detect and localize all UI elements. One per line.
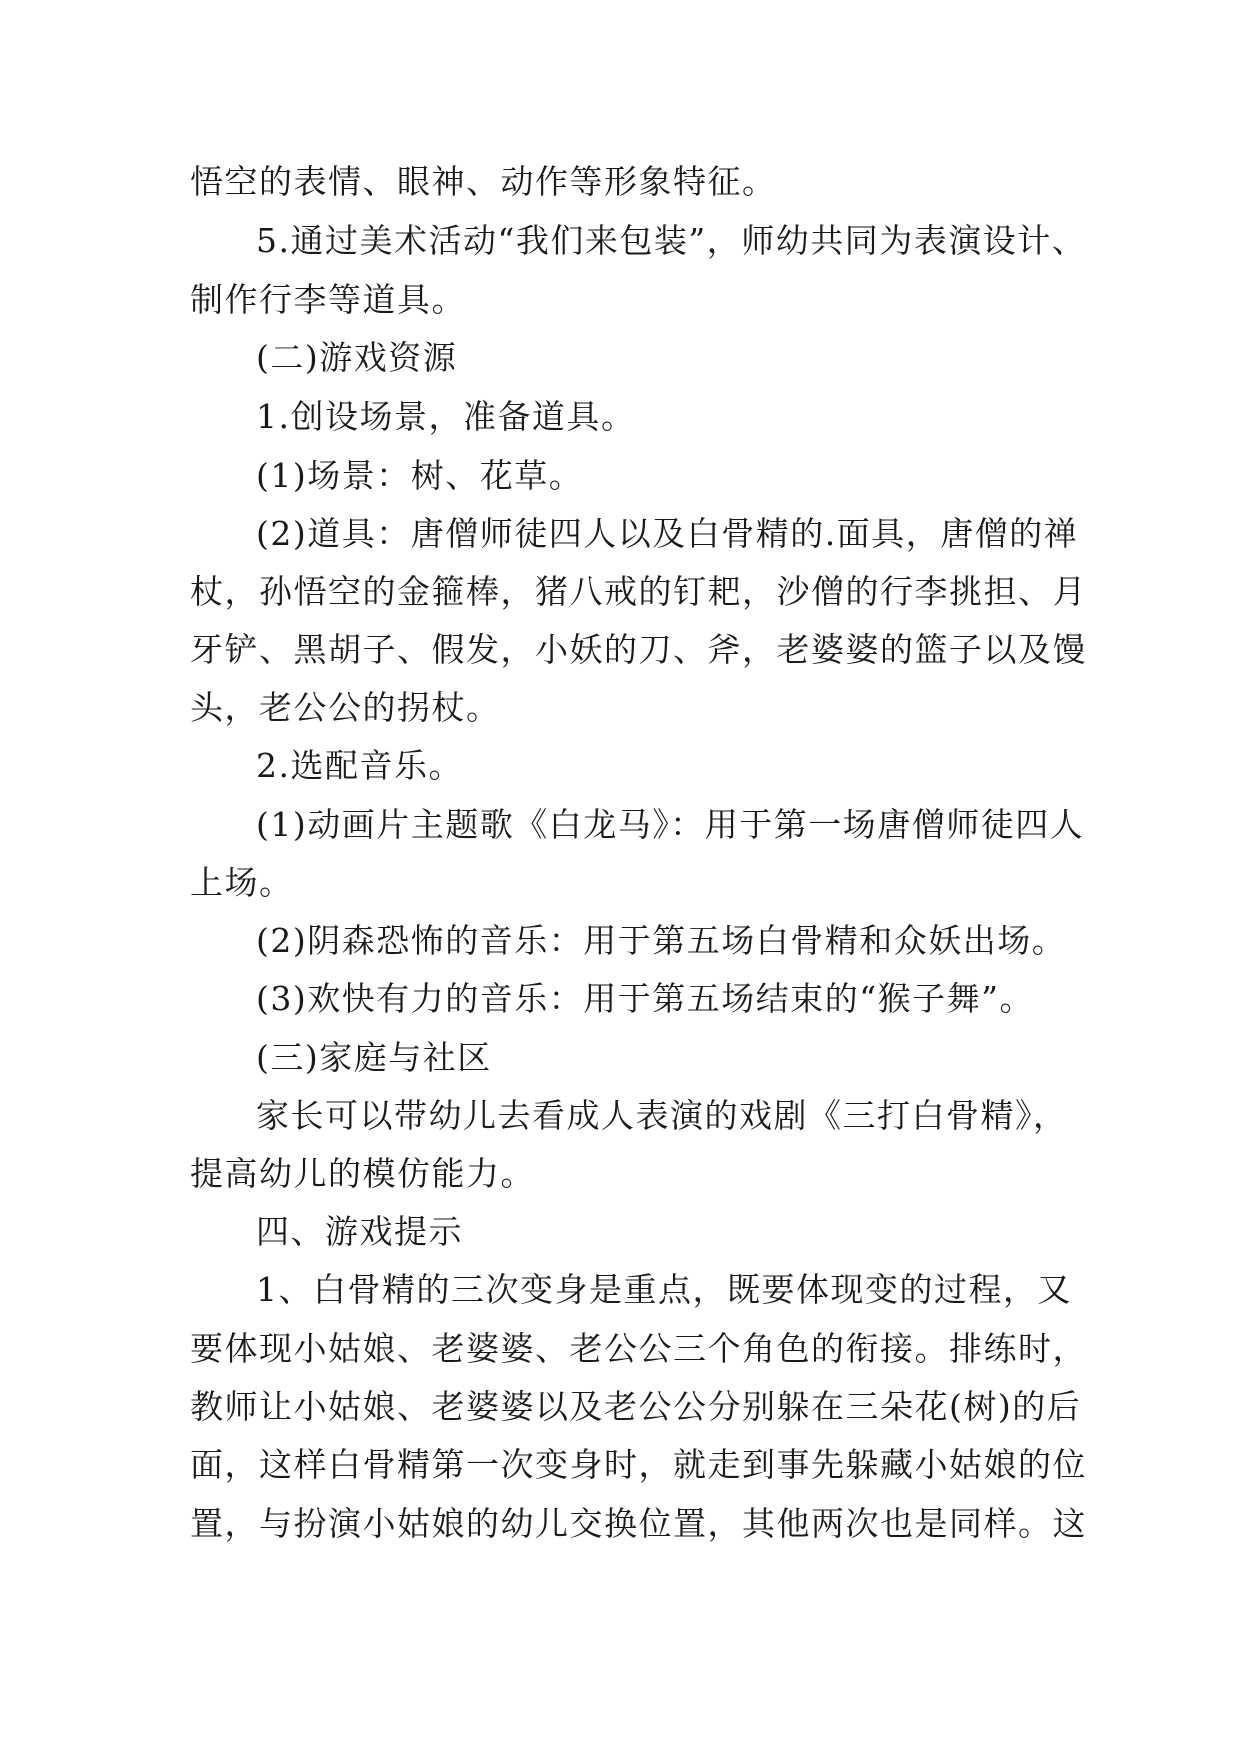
text-line: 1.创设场景，准备道具。 [256,397,636,436]
text-line: 1、白骨精的三次变身是重点，既要体现变的过程，又 [256,1270,1072,1309]
text-line: 教师让小姑娘、老婆婆以及老公公分别躲在三朵花(树)的后 [190,1387,1082,1426]
text-line: (1)场景：树、花草。 [256,456,584,495]
text-line: 杖，孙悟空的金箍棒，猪八戒的钉耙，沙僧的行李挑担、月 [190,572,1087,611]
text-line: 提高幼儿的模仿能力。 [190,1154,535,1193]
section-heading: (三)家庭与社区 [256,1038,492,1077]
text-line: 头，老公公的拐杖。 [190,688,501,727]
text-line: 2.选配音乐。 [256,746,463,785]
section-heading: (二)游戏资源 [256,338,458,377]
text-line: (2)道具：唐僧师徒四人以及白骨精的.面具，唐僧的禅 [256,514,1079,553]
text-line: (1)动画片主题歌《白龙马》：用于第一场唐僧师徒四人 [256,805,1085,844]
text-line: (3)欢快有力的音乐：用于第五场结束的“猴子舞”。 [256,979,1034,1018]
text-line: 制作行李等道具。 [190,280,466,319]
text-line: 5.通过美术活动“我们来包装”，师幼共同为表演设计、 [256,221,1087,260]
text-line: 面，这样白骨精第一次变身时，就走到事先躲藏小姑娘的位 [190,1445,1087,1484]
text-line: (2)阴森恐怖的音乐：用于第五场白骨精和众妖出场。 [256,921,1067,960]
text-line: 家长可以带幼儿去看成人表演的戏剧《三打白骨精》， [256,1096,1068,1135]
text-line: 悟空的表情、眼神、动作等形象特征。 [190,162,777,201]
text-line: 上场。 [190,863,294,902]
text-line: 牙铲、黑胡子、假发，小妖的刀、斧，老婆婆的篮子以及馒 [190,630,1087,669]
section-heading: 四、游戏提示 [256,1212,463,1251]
text-line: 要体现小姑娘、老婆婆、老公公三个角色的衔接。排练时， [190,1329,1087,1368]
text-line: 置，与扮演小姑娘的幼儿交换位置，其他两次也是同样。这 [190,1504,1087,1543]
